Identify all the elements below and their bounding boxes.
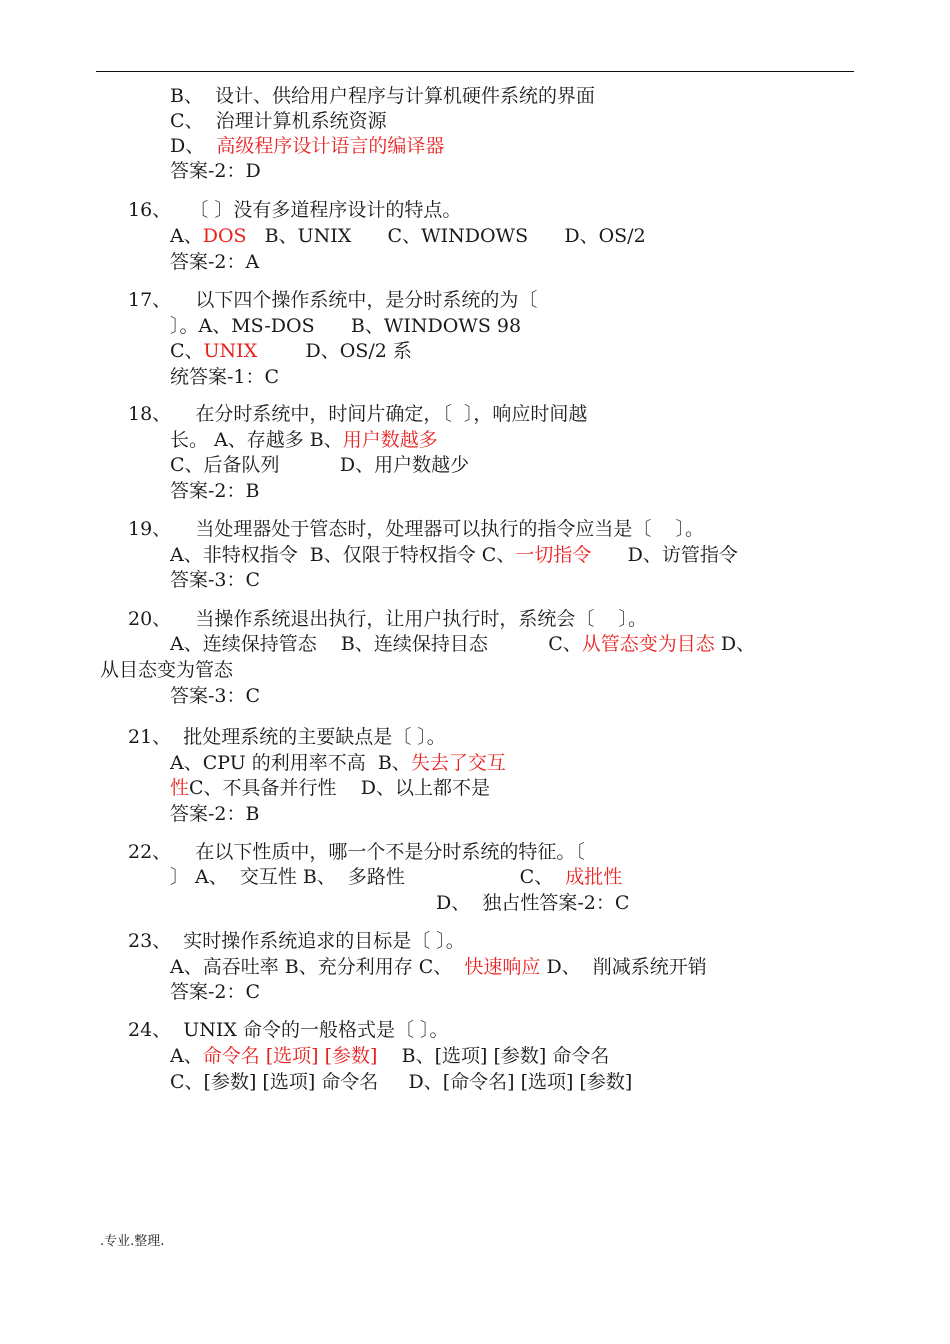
text-line — [128, 840, 585, 864]
text-line — [170, 776, 490, 800]
text-segment: C、[参数] [选项] 命令名 D、[命令名] [选项] [参数] — [170, 1071, 633, 1093]
text-segment: 22、 在以下性质中，哪一个不是分时系统的特征。〔 — [128, 841, 585, 863]
page-footer: .专业.整理. — [100, 1234, 165, 1249]
text-line — [170, 159, 261, 183]
answer-highlight: DOS — [202, 225, 247, 247]
text-segment: 18、 在分时系统中，时间片确定，〔 〕，响应时间越 — [128, 403, 588, 425]
answer-highlight: UNIX — [203, 340, 258, 362]
text-segment: B、UNIX C、WINDOWS D、OS/2 — [246, 225, 646, 247]
text-line — [170, 479, 259, 503]
text-line — [170, 802, 259, 826]
text-segment: 答案-3：C — [170, 569, 261, 591]
text-segment: A、高吞吐率 B、充分利用存 C、 — [170, 956, 465, 978]
text-line — [170, 134, 444, 158]
text-line — [170, 339, 412, 363]
text-segment: B、[选项] [参数] 命令名 — [377, 1045, 610, 1067]
text-line — [170, 1044, 609, 1068]
text-line — [128, 288, 537, 312]
text-segment: 答案-2：B — [170, 480, 260, 502]
text-segment: D、访管指令 — [591, 544, 738, 566]
text-line — [170, 1070, 632, 1094]
text-segment: 〕 A、 交互性 B、 多路性 C、 — [170, 866, 566, 888]
text-segment: D、 — [170, 135, 217, 157]
answer-highlight: 快速响应 — [464, 956, 541, 978]
text-line — [170, 224, 646, 248]
text-line — [128, 929, 465, 953]
text-segment: C、后备队列 D、用户数越少 — [170, 454, 470, 476]
text-line — [170, 109, 387, 133]
answer-highlight: 高级程序设计语言的编译器 — [216, 135, 445, 157]
text-line — [128, 1018, 449, 1042]
text-line — [170, 453, 469, 477]
text-segment: 17、 以下四个操作系统中，是分时系统的为〔 — [128, 289, 538, 311]
text-line — [128, 198, 461, 222]
text-segment: C、 — [170, 340, 204, 362]
text-segment: 答案-2：C — [170, 981, 261, 1003]
text-segment: 〕。A、MS-DOS B、WINDOWS 98 — [170, 315, 522, 337]
text-segment: D、 独占性答案-2：C — [436, 892, 630, 914]
text-segment: D、 — [714, 633, 756, 655]
text-line — [128, 725, 446, 749]
text-segment: C、不具备并行性 D、以上都不是 — [189, 777, 490, 799]
text-segment: A、连续保持管态 B、连续保持目态 C、 — [170, 633, 582, 655]
answer-highlight: 命令名 [选项] [参数] — [202, 1045, 378, 1067]
answer-highlight: 用户数越多 — [342, 429, 438, 451]
answer-highlight: 一切指令 — [515, 544, 592, 566]
text-line — [170, 428, 438, 452]
text-segment: A、非特权指令 B、仅限于特权指令 C、 — [170, 544, 516, 566]
text-segment: 统答案-1：C — [170, 366, 280, 388]
text-segment: 19、 当处理器处于管态时，处理器可以执行的指令应当是〔 〕。 — [128, 518, 704, 540]
text-segment: 24、 UNIX 命令的一般格式是〔 〕。 — [128, 1019, 449, 1041]
text-segment: D、 削减系统开销 — [540, 956, 707, 978]
text-line — [100, 658, 233, 682]
text-line — [170, 955, 707, 979]
text-line — [436, 891, 629, 915]
text-line — [128, 607, 647, 631]
text-line — [170, 365, 279, 389]
answer-highlight: 性 — [170, 777, 190, 799]
text-segment: A、 — [170, 225, 203, 247]
text-segment: 20、 当操作系统退出执行，让用户执行时，系统会〔 〕。 — [128, 608, 647, 630]
text-segment: D、OS/2 系 — [257, 340, 412, 362]
text-line — [170, 865, 622, 889]
text-line — [170, 314, 521, 338]
text-line — [170, 751, 506, 775]
text-line — [128, 517, 704, 541]
text-segment: 16、 〔 〕没有多道程序设计的特点。 — [128, 199, 462, 221]
text-segment: 答案-2：A — [170, 251, 260, 273]
text-line — [170, 543, 738, 567]
text-line — [170, 84, 595, 108]
text-segment: 答案-2：B — [170, 803, 260, 825]
header-rule — [96, 71, 854, 72]
text-segment: 答案-3：C — [170, 685, 261, 707]
answer-highlight: 从管态变为目态 — [581, 633, 715, 655]
text-segment: 21、 批处理系统的主要缺点是〔 〕。 — [128, 726, 446, 748]
text-line — [128, 402, 587, 426]
text-segment: A、CPU 的利用率不高 B、 — [170, 752, 411, 774]
text-segment: A、 — [170, 1045, 203, 1067]
text-line — [170, 980, 260, 1004]
text-segment: C、 治理计算机系统资源 — [170, 110, 387, 132]
answer-highlight: 失去了交互 — [410, 752, 506, 774]
text-line — [170, 568, 260, 592]
text-segment: 长。 A、存越多 B、 — [170, 429, 343, 451]
answer-highlight: 成批性 — [565, 866, 623, 888]
text-line — [170, 632, 755, 656]
text-segment: B、 设计、供给用户程序与计算机硬件系统的界面 — [170, 85, 596, 107]
text-line — [170, 684, 260, 708]
text-segment: 答案-2：D — [170, 160, 261, 182]
text-segment: 从目态变为管态 — [100, 659, 234, 681]
text-segment: 23、 实时操作系统追求的目标是〔 〕。 — [128, 930, 465, 952]
text-line — [170, 250, 259, 274]
